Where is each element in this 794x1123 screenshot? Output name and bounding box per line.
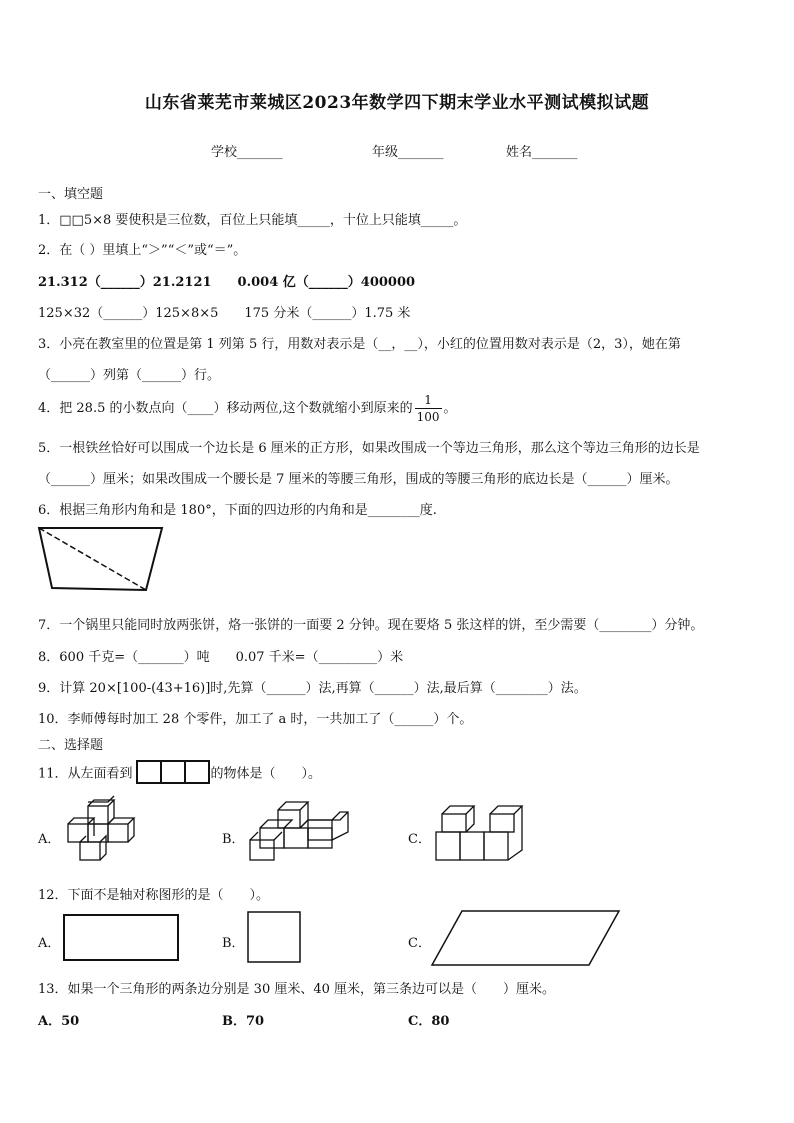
question-11-text: 11．从左面看到 <box>38 766 133 782</box>
question-2-row-1: 21.312（______）21.2121 0.004 亿（______）400000 <box>38 275 416 290</box>
q13-option-b: B．70 <box>222 1014 265 1029</box>
question-13: 13．如果一个三角形的两条边分别是 30 厘米、40 厘米，第三条边可以是（ ）厘米。 <box>38 982 556 997</box>
question-2-row-2: 125×32（______）125×8×5 175 分米（______）1.75 米 <box>38 306 411 321</box>
fraction-denominator: 100 <box>416 410 440 424</box>
school-field: 学校_______ <box>211 145 283 160</box>
q11-option-c-label: C． <box>408 832 431 847</box>
page-title: 山东省莱芜市莱城区2023年数学四下期末学业水平测试模拟试题 <box>144 93 650 113</box>
question-5-line-2: （______）厘米；如果改围成一个腰长是 7 厘米的等腰三角形，围成的等腰三角形的底边长是（______）厘米。 <box>38 472 679 487</box>
q11-option-a-label: A． <box>38 832 61 847</box>
fraction-numerator: 1 <box>415 392 442 409</box>
q13-option-a: A．50 <box>38 1014 80 1029</box>
question-3-line-1: 3．小亮在教室里的位置是第 1 列第 5 行，用数对表示是（__，__），小红的位置用数对表示是（2，3），她在第 <box>38 337 681 352</box>
question-2: 2．在（ ）里填上“＞”“＜”或“＝”。 <box>38 243 247 258</box>
q11-option-b-cubes <box>248 806 353 864</box>
question-10: 10．李师傅每时加工 28 个零件，加工了 a 时，一共加工了（______）个。 <box>38 712 473 727</box>
name-field: 姓名_______ <box>506 145 578 160</box>
question-6: 6．根据三角形内角和是 180°，下面的四边形的内角和是________度. <box>38 503 437 518</box>
question-5-line-1: 5．一根铁丝恰好可以围成一个边长是 6 厘米的正方形，如果改围成一个等边三角形，那么这个等边三角形的边长是 <box>38 441 700 456</box>
fraction <box>415 392 442 425</box>
question-4-end: 。 <box>443 401 457 416</box>
q11-option-c-cubes <box>434 810 529 865</box>
three-square-view <box>136 760 208 788</box>
section-heading-choice: 二、选择题 <box>38 738 104 753</box>
question-12: 12．下面不是轴对称图形的是（ ）。 <box>38 888 270 903</box>
question-4 <box>38 392 457 425</box>
grade-field: 年级_______ <box>372 145 444 160</box>
section-heading-fill-blank: 一、填空题 <box>38 187 104 202</box>
q12-option-b-label: B． <box>222 936 245 951</box>
question-3-line-2: （______）列第（______）行。 <box>38 368 221 383</box>
question-11-end: 的物体是（ ）。 <box>210 766 322 782</box>
q12-option-c-parallelogram <box>432 908 622 968</box>
q11-option-b-label: B． <box>222 832 245 847</box>
q12-option-b-rectangle <box>246 910 306 966</box>
q12-option-a-label: A． <box>38 936 61 951</box>
q12-option-a-rectangle <box>62 913 182 963</box>
question-7: 7．一个锅里只能同时放两张饼，烙一张饼的一面要 2 分钟。现在要烙 5 张这样的饼，至少需要（________）分钟。 <box>38 618 704 633</box>
quadrilateral-figure <box>36 524 166 594</box>
question-8: 8．600 千克=（_______）吨 0.07 千米=（_________）米 <box>38 650 404 665</box>
question-4-text: 4．把 28.5 的小数点向（____）移动两位,这个数就缩小到原来的 <box>38 401 413 416</box>
q11-option-a-cubes <box>58 802 148 862</box>
q12-option-c-label: C． <box>408 936 431 951</box>
question-1: 1．□□5×8 要使积是三位数，百位上只能填_____，十位上只能填_____。 <box>38 213 467 228</box>
question-9: 9．计算 20×[100-(43+16)]时,先算（______）法,再算（______）法,最后算（________）法。 <box>38 681 587 696</box>
question-11 <box>38 760 321 788</box>
q13-option-c: C．80 <box>408 1014 450 1029</box>
